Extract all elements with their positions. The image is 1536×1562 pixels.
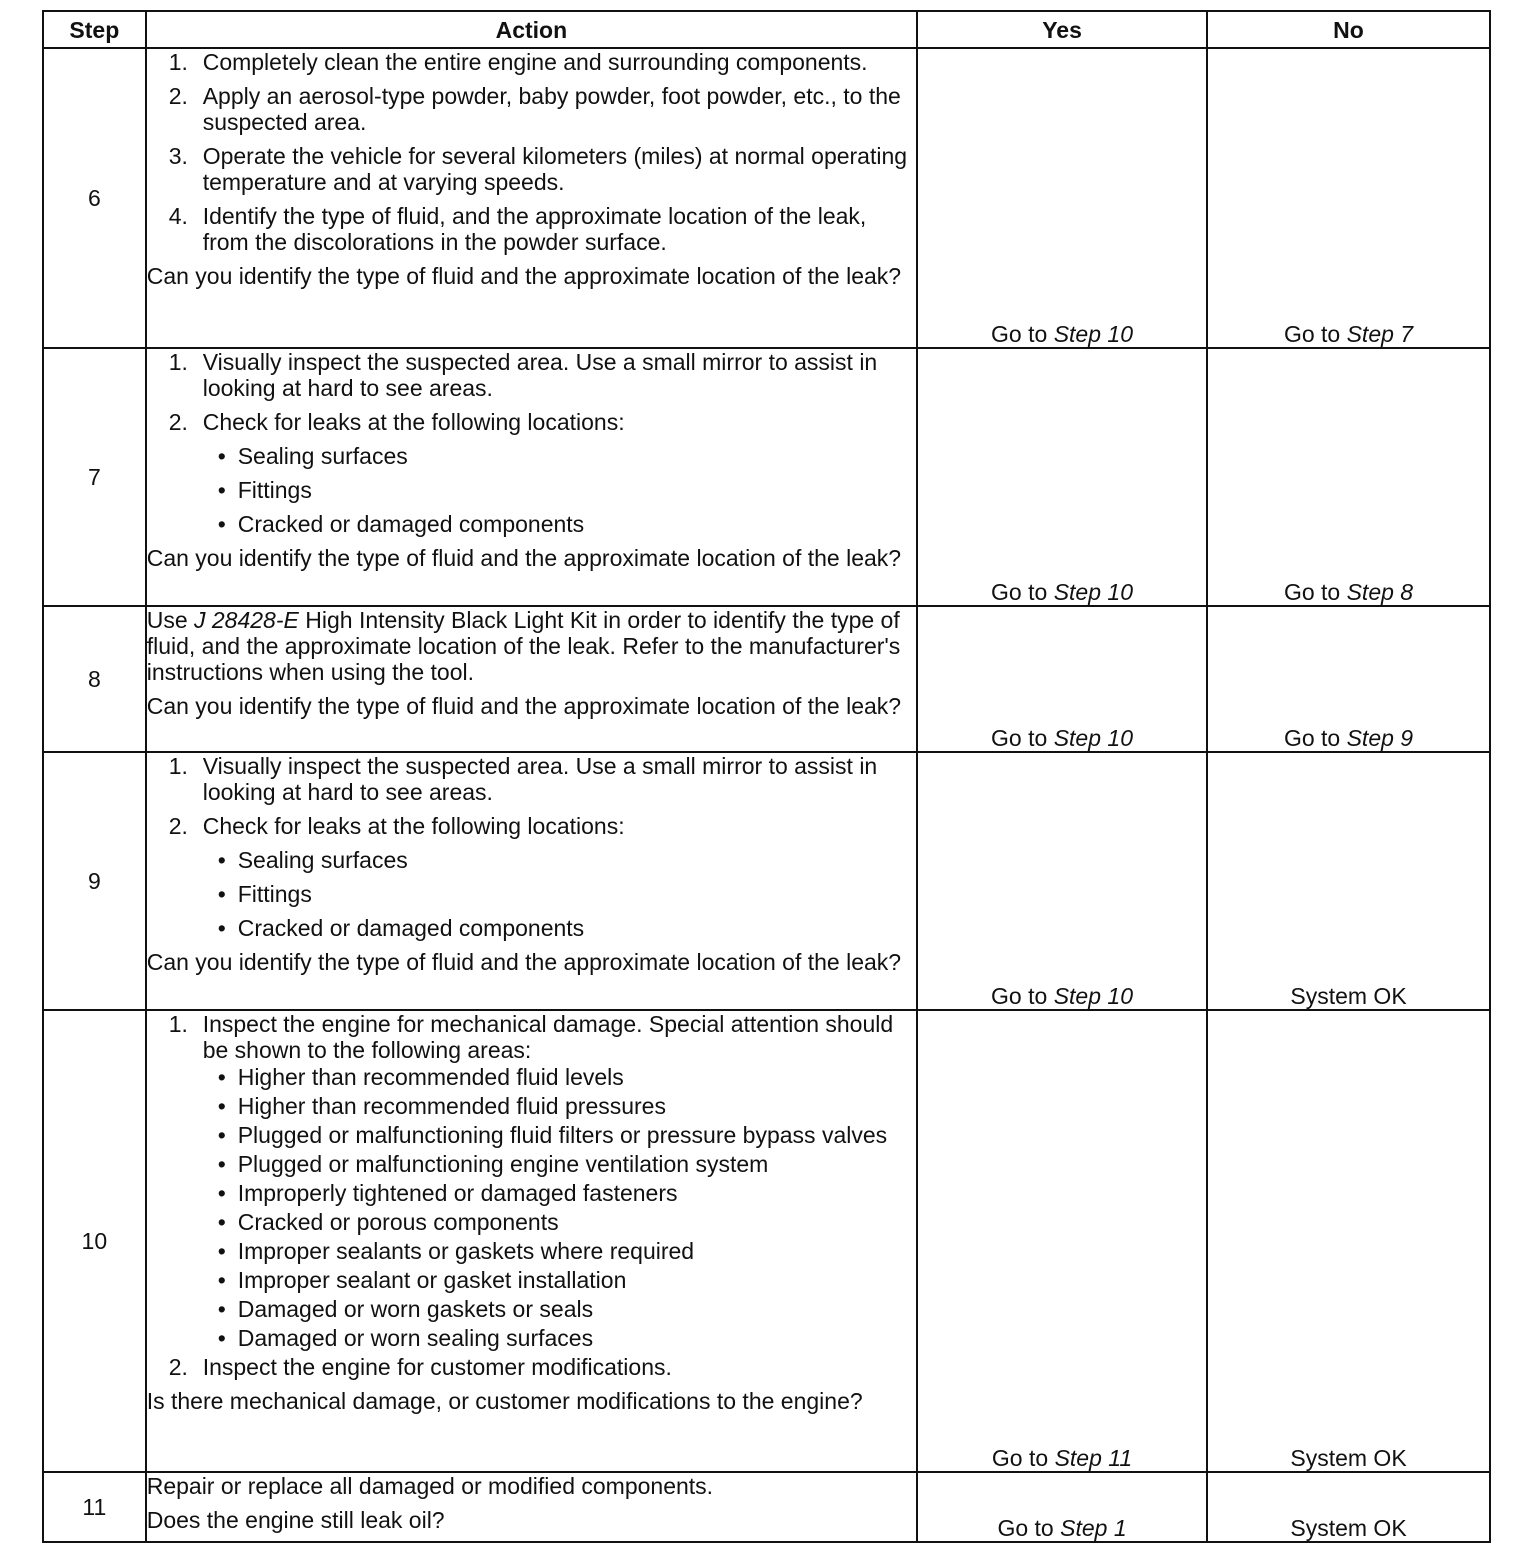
list-item: 1. Inspect the engine for mechanical damage. Special attention should be shown to the following areas: • Higher than recommended fluid levels • Higher than recommended fluid pressures • Plugged or malfunctioning fluid filters or pressure bypass valves • Plugged or malfunctioning engine ventilation system • Improperly tightened or damaged fasteners • Cracked or porous components • Improper sealants or gaskets where required • Improper sealant or gasket installation • Damaged or worn gaskets or seals • Damaged or worn sealing surfaces bbox=[147, 1011, 916, 1351]
list-item: • Cracked or damaged components bbox=[217, 511, 585, 537]
list-item: 4. Identify the type of fluid, and the approximate location of the leak, from the discolorations in the powder surface. bbox=[168, 203, 867, 255]
step-reference: Step 10 bbox=[1053, 983, 1133, 1009]
yes-cell: Go to Step 10 bbox=[917, 606, 1207, 752]
question-text: Can you identify the type of fluid and the approximate location of the leak? bbox=[146, 263, 902, 289]
list-item: • Cracked or porous components bbox=[217, 1209, 559, 1235]
no-cell: Go to Step 8 bbox=[1207, 348, 1490, 606]
table-row-step-10 bbox=[43, 1010, 1490, 1472]
yes-cell: Go to Step 11 bbox=[917, 1010, 1207, 1472]
list-item: 2. Check for leaks at the following locations: • Sealing surfaces • Fittings • Cracked or damaged components bbox=[147, 409, 916, 537]
step-number: 11 bbox=[43, 1472, 146, 1542]
action-steps bbox=[147, 49, 916, 255]
no-cell: System OK bbox=[1207, 752, 1490, 1010]
table-row-step-8 bbox=[43, 606, 1490, 752]
list-item: • Improper sealant or gasket installation bbox=[217, 1267, 627, 1293]
action-cell bbox=[146, 752, 917, 1010]
yes-cell: Go to Step 10 bbox=[917, 752, 1207, 1010]
no-cell: System OK bbox=[1207, 1472, 1490, 1542]
header-yes: Yes bbox=[917, 11, 1207, 48]
step-number: 9 bbox=[43, 752, 146, 1010]
list-item: • Improper sealants or gaskets where required bbox=[217, 1238, 695, 1264]
step-number: 8 bbox=[43, 606, 146, 752]
yes-cell: Go to Step 1 bbox=[917, 1472, 1207, 1542]
table-row-step-9 bbox=[43, 752, 1490, 1010]
list-item: • Cracked or damaged components bbox=[217, 915, 585, 941]
step-reference: Step 7 bbox=[1346, 321, 1414, 347]
step-reference: Step 8 bbox=[1346, 579, 1414, 605]
header-action: Action bbox=[146, 11, 917, 48]
step-number: 10 bbox=[43, 1010, 146, 1472]
action-cell bbox=[146, 48, 917, 348]
action-steps bbox=[147, 349, 916, 537]
action-steps bbox=[147, 753, 916, 941]
action-text: Repair or replace all damaged or modified components. bbox=[146, 1473, 714, 1499]
action-cell bbox=[146, 1472, 917, 1542]
tool-name: J 28428-E bbox=[194, 607, 299, 633]
table-row-step-7 bbox=[43, 348, 1490, 606]
question-text: Can you identify the type of fluid and the approximate location of the leak? bbox=[146, 949, 902, 975]
action-cell bbox=[146, 1010, 917, 1472]
header-no: No bbox=[1207, 11, 1490, 48]
no-cell: System OK bbox=[1207, 1010, 1490, 1472]
header-row bbox=[43, 11, 1490, 48]
inspection-areas-list bbox=[203, 1064, 916, 1351]
list-item: 3. Operate the vehicle for several kilometers (miles) at normal operating temperature and at varying speeds. bbox=[168, 143, 908, 195]
question-text: Can you identify the type of fluid and the approximate location of the leak? bbox=[146, 693, 902, 719]
no-cell: Go to Step 7 bbox=[1207, 48, 1490, 348]
action-cell bbox=[146, 606, 917, 752]
step-reference: Step 9 bbox=[1346, 725, 1414, 751]
action-text: Use J 28428-E High Intensity Black Light Kit in order to identify the type of fluid, and the approximate location of the leak. Refer to the manufacturer's instructions when using the tool. bbox=[146, 607, 901, 685]
list-item: 1. Completely clean the entire engine and surrounding components. bbox=[168, 49, 868, 75]
question-text: Does the engine still leak oil? bbox=[146, 1507, 445, 1533]
yes-cell: Go to Step 10 bbox=[917, 48, 1207, 348]
list-item: • Higher than recommended fluid levels bbox=[217, 1064, 624, 1090]
list-item: • Damaged or worn sealing surfaces bbox=[217, 1325, 594, 1351]
list-item: • Improperly tightened or damaged fasteners bbox=[217, 1180, 678, 1206]
list-item: • Plugged or malfunctioning engine ventilation system bbox=[217, 1151, 769, 1177]
step-number: 7 bbox=[43, 348, 146, 606]
list-item: 2. Check for leaks at the following locations: • Sealing surfaces • Fittings • Cracked or damaged components bbox=[147, 813, 916, 941]
step-reference: Step 10 bbox=[1053, 321, 1133, 347]
step-reference: Step 10 bbox=[1053, 725, 1133, 751]
list-item: • Higher than recommended fluid pressures bbox=[217, 1093, 666, 1119]
action-steps bbox=[147, 1011, 916, 1380]
list-item: • Sealing surfaces bbox=[217, 847, 408, 873]
list-item: • Fittings bbox=[217, 477, 312, 503]
table-row-step-6 bbox=[43, 48, 1490, 348]
list-item: 2. Apply an aerosol-type powder, baby powder, foot powder, etc., to the suspected area. bbox=[168, 83, 901, 135]
list-item: • Sealing surfaces bbox=[217, 443, 408, 469]
list-item: • Plugged or malfunctioning fluid filters or pressure bypass valves bbox=[217, 1122, 888, 1148]
step-reference: Step 1 bbox=[1060, 1515, 1127, 1541]
list-item: • Fittings bbox=[217, 881, 312, 907]
question-text: Is there mechanical damage, or customer modifications to the engine? bbox=[146, 1388, 863, 1414]
list-item: 1. Visually inspect the suspected area. Use a small mirror to assist in looking at hard to see areas. bbox=[168, 753, 878, 805]
yes-cell: Go to Step 10 bbox=[917, 348, 1207, 606]
question-text: Can you identify the type of fluid and the approximate location of the leak? bbox=[146, 545, 902, 571]
list-item: 2. Inspect the engine for customer modifications. bbox=[168, 1354, 672, 1380]
step-reference: Step 11 bbox=[1054, 1445, 1133, 1471]
header-step: Step bbox=[43, 11, 146, 48]
step-number: 6 bbox=[43, 48, 146, 348]
action-cell bbox=[146, 348, 917, 606]
list-item: • Damaged or worn gaskets or seals bbox=[217, 1296, 594, 1322]
location-list bbox=[203, 443, 916, 537]
diagnostic-table bbox=[42, 10, 1491, 1543]
step-reference: Step 10 bbox=[1053, 579, 1133, 605]
table-row-step-11 bbox=[43, 1472, 1490, 1542]
list-item: 1. Visually inspect the suspected area. Use a small mirror to assist in looking at hard to see areas. bbox=[168, 349, 878, 401]
no-cell: Go to Step 9 bbox=[1207, 606, 1490, 752]
location-list bbox=[203, 847, 916, 941]
